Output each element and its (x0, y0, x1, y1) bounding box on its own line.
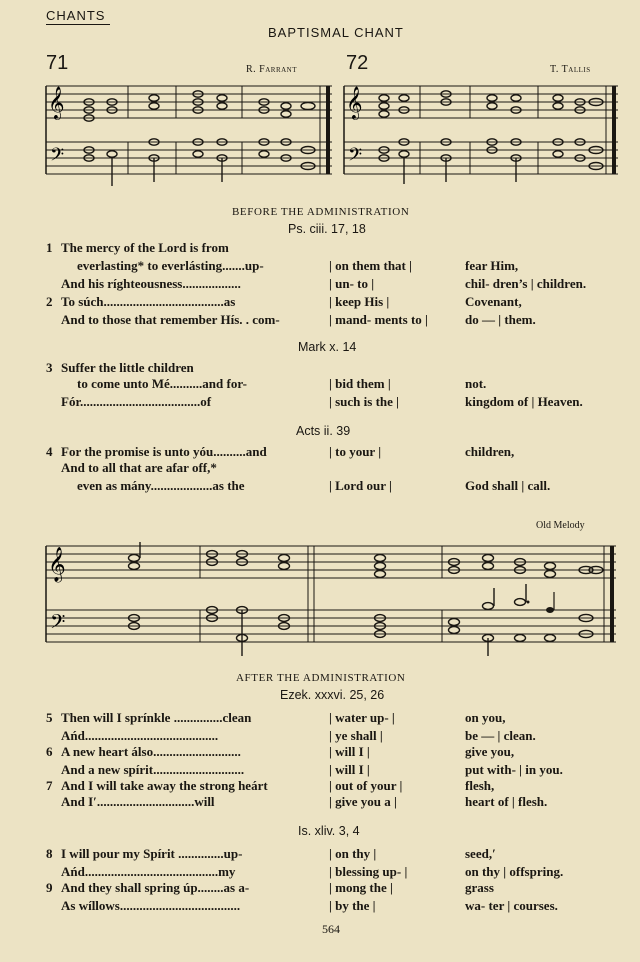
section-underline (46, 24, 110, 25)
verse-line: To súch.....................................as (61, 294, 236, 309)
svg-text:𝄞: 𝄞 (48, 547, 66, 582)
verse-line: And I will take away the strong heárt (61, 778, 268, 793)
verse-line-mid: | out of your | (329, 778, 403, 793)
verse-line: A new heart álso........................... (61, 744, 241, 759)
verse-line-right: give you, (465, 744, 515, 759)
verse-line: Ańd......................................... (61, 728, 219, 743)
verse-number: 2 (46, 294, 53, 309)
verse-line: As wíllows..................................... (61, 898, 241, 913)
svg-text:𝄞: 𝄞 (48, 86, 65, 119)
verse-line-right: do — | them. (465, 312, 536, 327)
verse-line-right: wa- ter | courses. (465, 898, 558, 913)
verse-line-mid: | to your | (329, 444, 382, 459)
after-heading: AFTER THE ADMINISTRATION (236, 672, 406, 684)
verse-line: The mercy of the Lord is from (61, 240, 229, 255)
verse-line-mid: | mong the | (329, 880, 393, 895)
verse-line: And his ríghteousness.................. (61, 276, 241, 291)
verse-line: Fór.....................................of (61, 394, 212, 409)
verse-line: to come unto Mé..........and for- (77, 376, 247, 391)
verse-line-mid: | mand- ments to | (329, 312, 428, 327)
verse-line-mid: | by the | (329, 898, 376, 913)
verse-line-right: chil- dren’s | children. (465, 276, 587, 291)
chant-number-71: 71 (46, 52, 69, 74)
ref-mark-x: Mark x. 14 (298, 340, 357, 354)
verse-line: I will pour my Spírit ..............up- (61, 846, 243, 861)
verse-line-mid: | on thy | (329, 846, 377, 861)
ref-is-xliv: Is. xliv. 3, 4 (298, 824, 360, 838)
verse-line-mid: | give you a | (329, 794, 397, 809)
verse-line-right: God shall | call. (465, 478, 551, 493)
verse-line: And they shall spring úp........as a- (61, 880, 250, 895)
score-72 (342, 78, 620, 193)
verse-line-mid: | will I | (329, 762, 370, 777)
svg-text:𝄢: 𝄢 (50, 610, 66, 638)
verse-line: Then will I sprínkle ...............clean (61, 710, 252, 725)
section-label: CHANTS (46, 8, 106, 23)
verse-line-right: flesh, (465, 778, 495, 793)
verse-line-mid: | Lord our | (329, 478, 392, 493)
page-number: 564 (322, 922, 340, 936)
verse-line: And to those that remember Hís. . com- (61, 312, 280, 327)
verse-line: Ańd.........................................my (61, 864, 236, 879)
verse-line-right: heart of | flesh. (465, 794, 548, 809)
verse-number: 4 (46, 444, 53, 459)
score-old-melody (44, 536, 620, 664)
verse-number: 6 (46, 744, 53, 759)
verse-line-right: Covenant, (465, 294, 522, 309)
verse-line-right: seed,ʹ (465, 846, 496, 861)
verse-line: And a new spírit............................ (61, 762, 245, 777)
composer-old-melody: Old Melody (536, 520, 585, 531)
ref-ezek: Ezek. xxxvi. 25, 26 (280, 688, 385, 702)
verse-line: For the promise is unto yóu..........and (61, 444, 267, 459)
verse-line-right: not. (465, 376, 487, 391)
svg-text:𝄢: 𝄢 (50, 145, 65, 170)
verse-line-right: on you, (465, 710, 506, 725)
ref-ps-ciii: Ps. ciii. 17, 18 (288, 222, 366, 236)
verse-line-right: kingdom of | Heaven. (465, 394, 583, 409)
verse-line: And I′..............................will (61, 794, 215, 809)
verse-line-right: children, (465, 444, 515, 459)
verse-number: 1 (46, 240, 53, 255)
verse-line: even as mány...................as the (77, 478, 245, 493)
verse-line: Suffer the little children (61, 360, 194, 375)
chant-number-72: 72 (346, 52, 369, 74)
verse-line-mid: | will I | (329, 744, 370, 759)
page-title: BAPTISMAL CHANT (268, 25, 404, 40)
verse-line-mid: | ye shall | (329, 728, 383, 743)
verse-line-mid: | water up- | (329, 710, 395, 725)
score-71 (44, 78, 334, 193)
verse-line: everlasting* to everlásting.......up- (77, 258, 264, 273)
verse-line-mid: | blessing up- | (329, 864, 408, 879)
verse-number: 8 (46, 846, 53, 861)
verse-line: And to all that are afar off,* (61, 460, 217, 475)
verse-line-right: be — | clean. (465, 728, 536, 743)
verse-number: 3 (46, 360, 53, 375)
verse-line-mid: | on them that | (329, 258, 413, 273)
ref-acts-ii: Acts ii. 39 (296, 424, 351, 438)
verse-line-mid: | keep His | (329, 294, 390, 309)
verse-line-right: fear Him, (465, 258, 519, 273)
chant-composer-71: R. Farrant (246, 64, 298, 75)
verse-number: 7 (46, 778, 53, 793)
before-heading: BEFORE THE ADMINISTRATION (232, 206, 410, 218)
verse-line-mid: | un- to | (329, 276, 375, 291)
verse-line-mid: | bid them | (329, 376, 391, 391)
verse-line-right: grass (465, 880, 494, 895)
chant-composer-72: T. Tallis (550, 64, 591, 75)
verse-number: 9 (46, 880, 53, 895)
verse-line-right: on thy | offspring. (465, 864, 564, 879)
verse-line-right: put with- | in you. (465, 762, 563, 777)
verse-line-mid: | such is the | (329, 394, 400, 409)
verse-number: 5 (46, 710, 53, 725)
svg-text:𝄞: 𝄞 (346, 86, 363, 119)
svg-text:𝄢: 𝄢 (348, 145, 363, 170)
